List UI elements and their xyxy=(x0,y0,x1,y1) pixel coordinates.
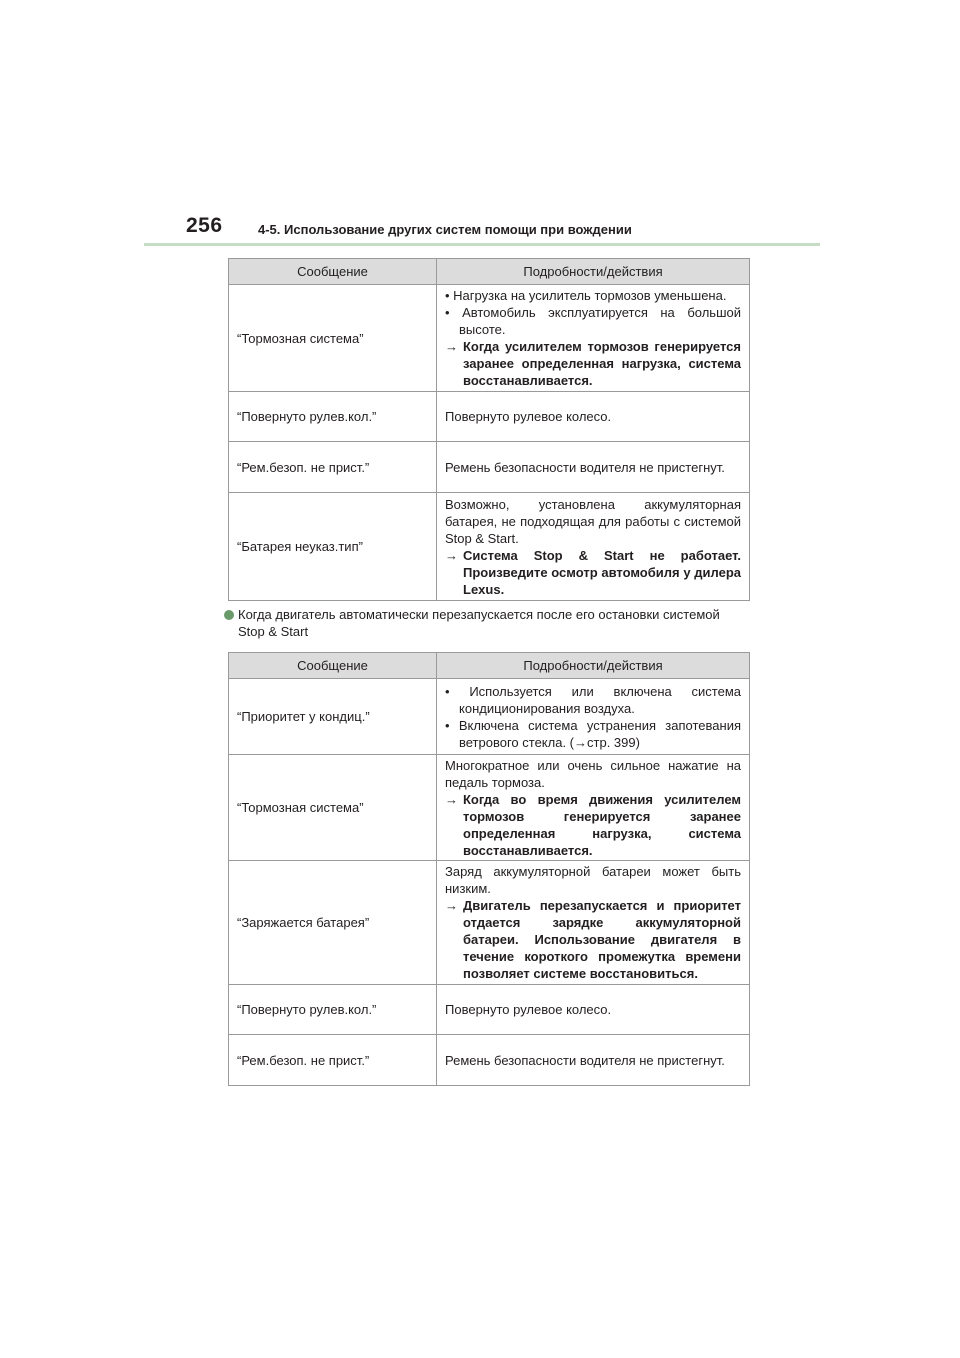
table-row xyxy=(229,493,750,601)
table-row xyxy=(229,392,750,442)
column-header-details: Подробности/действия xyxy=(437,259,750,285)
details-cell: Повернуто рулевое колесо. xyxy=(437,392,750,442)
messages-table-2 xyxy=(228,652,750,1086)
result-label: Двигатель перезапускается и приоритет отдается зарядке аккумуляторной батареи. Использование двигателя в течение короткого промежутка времени позволяет системе восстановиться. xyxy=(463,898,741,981)
bullet-text: • Автомобиль эксплуатируется на большой высоте. xyxy=(445,305,741,337)
details-cell xyxy=(437,861,750,985)
result-label: Система Stop & Start не работает. Произведите осмотр автомобиля у дилера Lexus. xyxy=(463,547,741,597)
detail-text: Заряд аккумуляторной батареи может быть низким. xyxy=(445,864,741,896)
note-line-2: Stop & Start xyxy=(238,624,309,639)
section-note xyxy=(224,606,754,640)
column-header-details: Подробности/действия xyxy=(437,653,750,679)
table-row xyxy=(229,985,750,1035)
table-row xyxy=(229,679,750,755)
table-row xyxy=(229,1035,750,1086)
message-cell: “Тормозная система” xyxy=(229,755,437,861)
table-header-row xyxy=(229,653,750,679)
message-cell: “Тормозная система” xyxy=(229,285,437,392)
arrow-icon: → xyxy=(445,547,458,563)
header-rule xyxy=(144,243,820,246)
table-row xyxy=(229,442,750,493)
message-cell: “Рем.безоп. не прист.” xyxy=(229,442,437,493)
result-text xyxy=(445,338,741,389)
detail-text: Многократное или очень сильное нажатие на педаль тормоза. xyxy=(445,757,741,790)
details-cell xyxy=(437,679,750,755)
page-number: 256 xyxy=(186,214,223,237)
details-cell xyxy=(437,285,750,392)
message-cell: “Батарея неуказ.тип” xyxy=(229,493,437,601)
column-header-message: Сообщение xyxy=(229,653,437,679)
section-title: 4-5. Использование других систем помощи при вождении xyxy=(258,222,632,237)
bullet-label: • Включена система устранения запотевания ветрового стекла. ( xyxy=(445,717,741,750)
message-cell: “Заряжается батарея” xyxy=(229,861,437,985)
arrow-icon: → xyxy=(445,339,458,354)
page-reference: стр. 399) xyxy=(587,734,640,750)
details-cell xyxy=(437,493,750,601)
result-label: Когда во время движения усилителем тормозов генерируется заранее определенная нагрузка, система восстанавливается. xyxy=(463,791,741,858)
bullet-text: • Используется или включена система кондиционирования воздуха. xyxy=(445,683,741,716)
arrow-icon: → xyxy=(445,898,458,913)
result-text xyxy=(445,897,741,982)
messages-table-1 xyxy=(228,258,750,601)
table-row xyxy=(229,755,750,861)
result-label: Когда усилителем тормозов генерируется заранее определенная нагрузка, система восстанавливается. xyxy=(463,339,741,388)
result-text xyxy=(445,547,741,598)
bullet-text: • Нагрузка на усилитель тормозов уменьшена. xyxy=(445,288,727,303)
details-cell: Ремень безопасности водителя не пристегнут. xyxy=(437,1035,750,1086)
message-cell: “Повернуто рулев.кол.” xyxy=(229,392,437,442)
note-line-1: Когда двигатель автоматически перезапускается после его остановки системой xyxy=(238,607,720,622)
message-cell: “Приоритет у кондиц.” xyxy=(229,679,437,755)
detail-text: Возможно, установлена аккумуляторная батарея, не подходящая для работы с системой Stop & Start. xyxy=(445,496,741,546)
arrow-icon: → xyxy=(574,734,588,750)
details-cell: Ремень безопасности водителя не пристегнут. xyxy=(437,442,750,493)
message-cell: “Рем.безоп. не прист.” xyxy=(229,1035,437,1086)
table-row xyxy=(229,285,750,392)
column-header-message: Сообщение xyxy=(229,259,437,285)
table-row xyxy=(229,861,750,985)
arrow-icon: → xyxy=(445,791,458,807)
bullet-text xyxy=(445,717,741,751)
table-header-row xyxy=(229,259,750,285)
details-cell xyxy=(437,755,750,861)
message-cell: “Повернуто рулев.кол.” xyxy=(229,985,437,1035)
bullet-dot-icon xyxy=(224,610,234,620)
details-cell: Повернуто рулевое колесо. xyxy=(437,985,750,1035)
result-text xyxy=(445,791,741,859)
